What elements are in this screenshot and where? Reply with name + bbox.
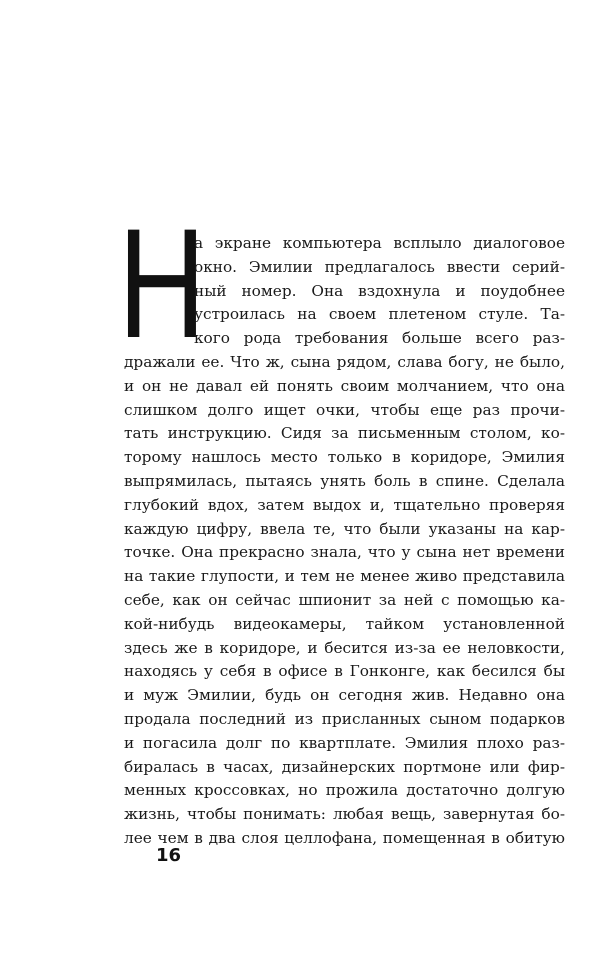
text-line: слишком долго ищет очки, чтобы еще раз прочи- <box>124 400 565 419</box>
text-line: ный номер. Она вздохнула и поудобнее <box>194 281 565 300</box>
text-line: лее чем в два слоя целлофана, помещенная в обитую <box>124 828 565 847</box>
text-line: и он не давал ей понять своим молчанием, что она <box>124 376 565 395</box>
page-number: 16 <box>156 845 182 866</box>
text-line: находясь у себя в офисе в Гонконге, как бесился бы <box>124 662 565 681</box>
text-line: устроилась на своем плетеном стуле. Та- <box>194 305 565 324</box>
text-line: и муж Эмилии, будь он сегодня жив. Недавно она <box>124 686 565 705</box>
text-line: менных кроссовках, но прожила достаточно долгую <box>124 781 565 800</box>
text-line: продала последний из присланных сыном подарков <box>124 709 565 728</box>
text-line: тать инструкцию. Сидя за письменным столом, ко- <box>124 424 565 443</box>
text-line: окно. Эмилии предлагалось ввести серий- <box>194 257 565 276</box>
text-line: здесь же в коридоре, и бесится из-за ее неловкости, <box>124 638 565 657</box>
text-line: себе, как он сейчас шпионит за ней с помощью ка- <box>124 590 565 609</box>
text-line: на такие глупости, и тем не менее живо представила <box>124 567 565 586</box>
body-text <box>124 232 565 851</box>
text-line: а экране компьютера всплыло диалоговое <box>194 234 565 252</box>
text-line: биралась в часах, дизайнерских портмоне или фир- <box>124 757 565 776</box>
text-line: кой-нибудь видеокамеры, тайком установленной <box>124 614 565 633</box>
text-line: торому нашлось место только в коридоре, Эмилия <box>124 448 565 467</box>
text-line: каждую цифру, ввела те, что были указаны на кар- <box>124 519 565 538</box>
text-line: глубокий вдох, затем выдох и, тщательно проверяя <box>124 495 565 514</box>
text-line: и погасила долг по квартплате. Эмилия плохо раз- <box>124 733 565 752</box>
text-line: выпрямилась, пытаясь унять боль в спине. Сделала <box>124 471 565 490</box>
drop-cap-letter: Н <box>118 197 205 371</box>
text-line: точке. Она прекрасно знала, что у сына нет времени <box>124 543 565 562</box>
text-line: дражали ее. Что ж, сына рядом, слава богу, не было, <box>124 352 565 371</box>
text-line: кого рода требования больше всего раз- <box>194 329 565 348</box>
text-line: жизнь, чтобы понимать: любая вещь, завернутая бо- <box>124 805 565 824</box>
